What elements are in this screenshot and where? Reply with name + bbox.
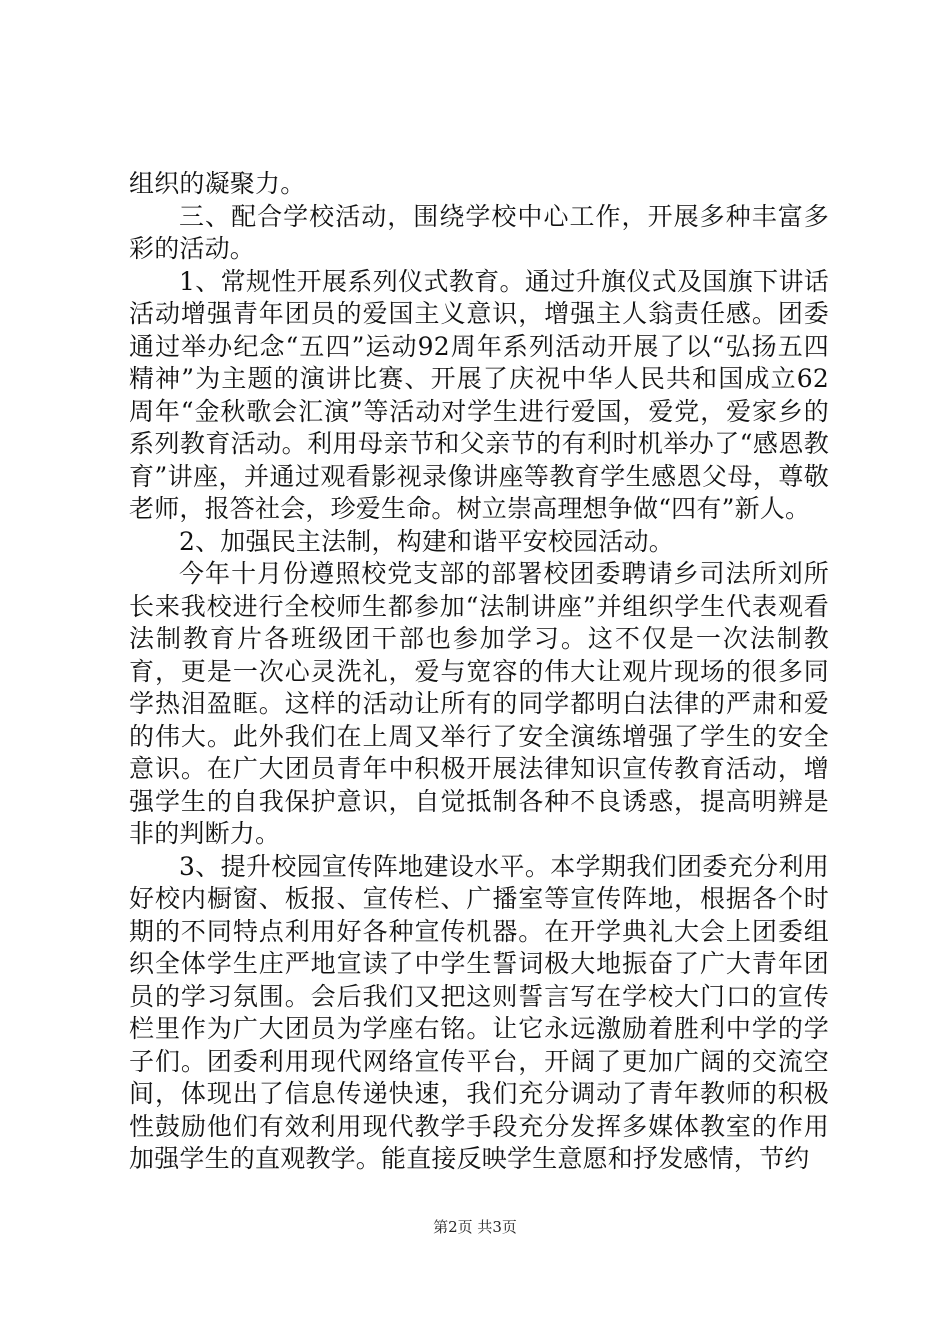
- page-number-footer: 第2页 共3页: [433, 1218, 517, 1236]
- paragraph: 2、加强民主法制，构建和谐平安校园活动。: [179, 526, 674, 556]
- paragraph: 今年十月份遵照校党支部的部署校团委聘请乡司法所刘所长来我校进行全校师生都参加“法制讲座”并组织学生代表观看法制教育片各班级团干部也参加学习。这不仅是一次法制教育，更是一次心灵洗礼，爱与宽容的伟大让观片现场的很多同学热泪盈眶。这样的活动让所有的同学都明白法律的严肃和爱的伟大。此外我们在上周又举行了安全演练增强了学生的安全意识。在广大团员青年中积极开展法律知识宣传教育活动，增强学生的自我保护意识，自觉抵制各种不良诱惑，提高明辨是非的判断力。: [129, 559, 829, 848]
- paragraph: 3、提升校园宣传阵地建设水平。本学期我们团委充分利用好校内橱窗、板报、宣传栏、广播室等宣传阵地，根据各个时期的不同特点利用好各种宣传机器。在开学典礼大会上团委组织全体学生庄严地宣读了中学生誓词极大地振奋了广大青年团员的学习氛围。会后我们又把这则誓言写在学校大门口的宣传栏里作为广大团员为学座右铭。让它永远激励着胜利中学的学子们。团委利用现代网络宣传平台，开阔了更加广阔的交流空间，体现出了信息传递快速，我们充分调动了青年教师的积极性鼓励他们有效利用现代教学手段充分发挥多媒体教室的作用加强学生的直观教学。能直接反映学生意愿和抒发感情，节约: [129, 851, 829, 1173]
- document-body: [129, 168, 829, 1176]
- paragraph: 三、配合学校活动，围绕学校中心工作，开展多种丰富多彩的活动。: [129, 201, 829, 263]
- paragraph: 1、常规性开展系列仪式教育。通过升旗仪式及国旗下讲话活动增强青年团员的爱国主义意识，增强主人翁责任感。团委通过举办纪念“五四”运动92周年系列活动开展了以“弘扬五四精神”为主题的演讲比赛、开展了庆祝中华人民共和国成立62周年“金秋歌会汇演”等活动对学生进行爱国，爱党，爱家乡的系列教育活动。利用母亲节和父亲节的有利时机举办了“感恩教育”讲座，并通过观看影视录像讲座等教育学生感恩父母，尊敬老师，报答社会，珍爱生命。树立崇高理想争做“四有”新人。: [129, 266, 829, 523]
- paragraph: 组织的凝聚力。: [129, 169, 306, 198]
